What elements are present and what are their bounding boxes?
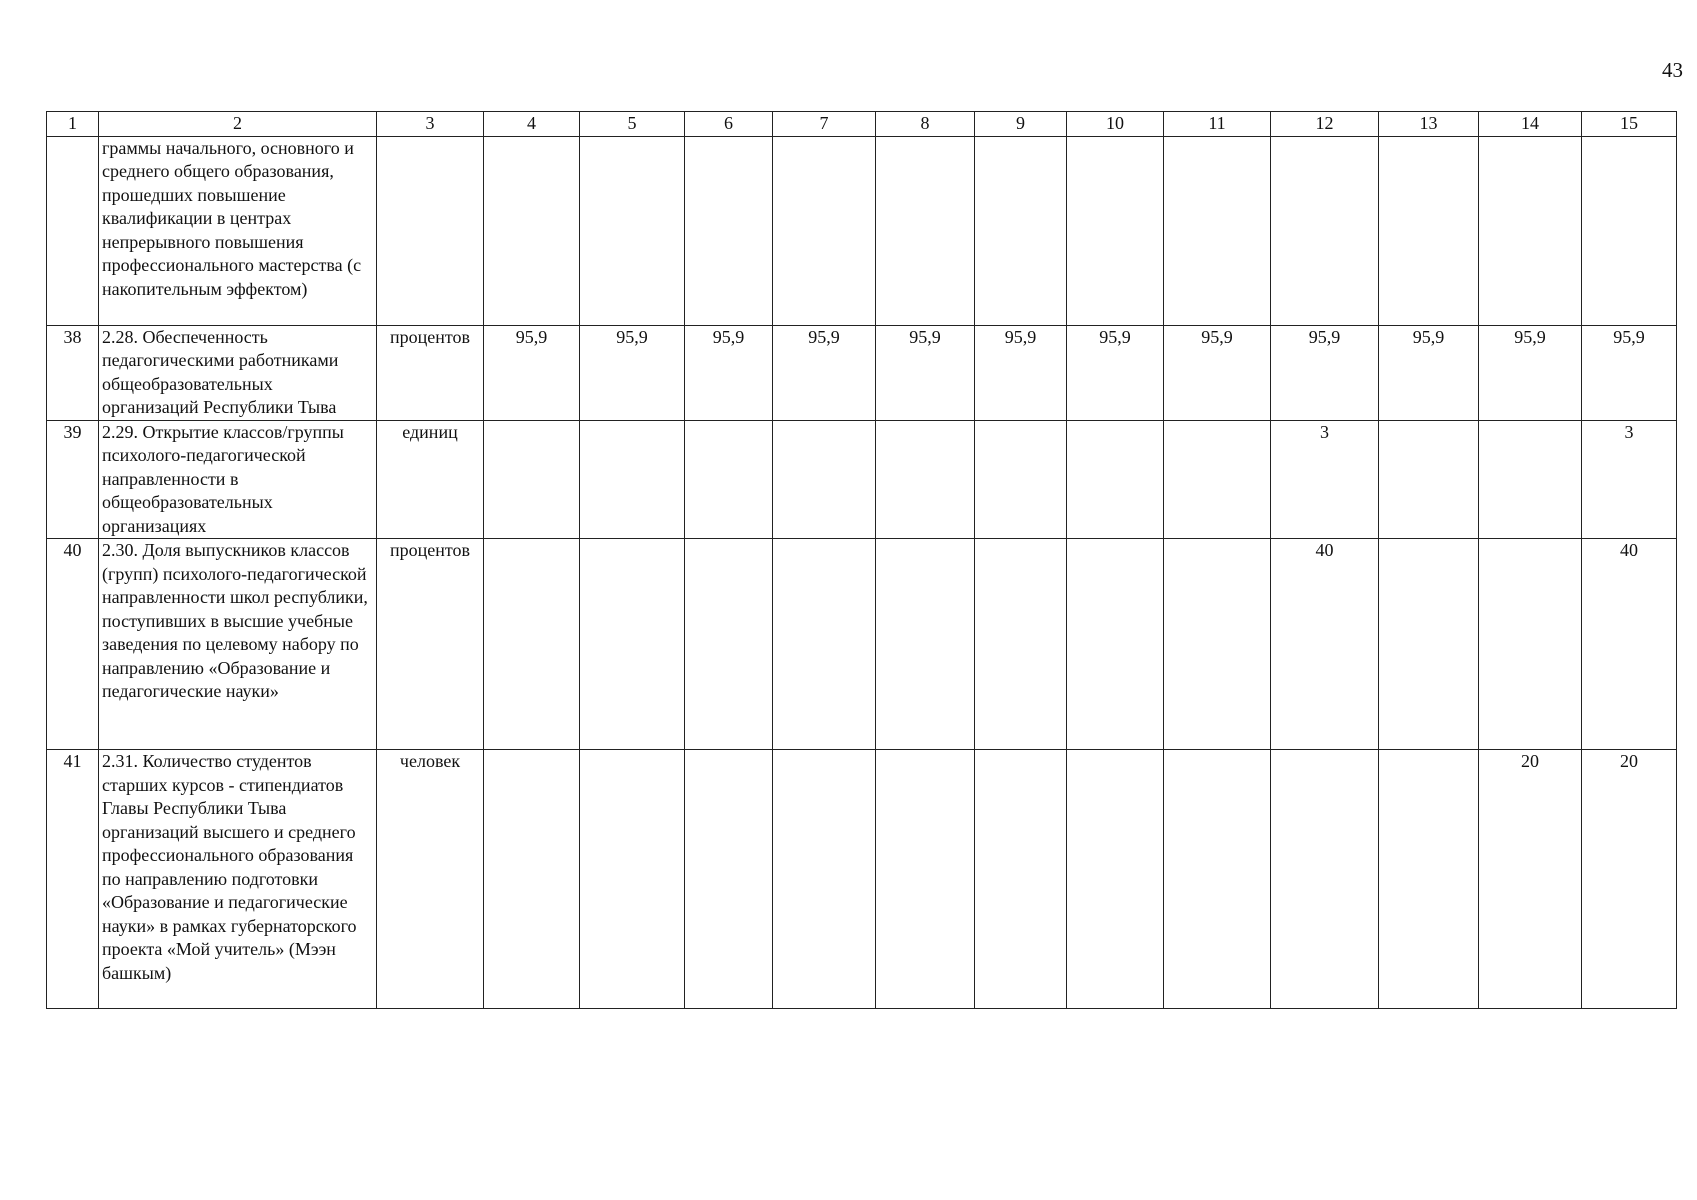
value-cell: [1164, 136, 1271, 325]
value-cell: [1379, 420, 1479, 539]
value-cell: [580, 136, 685, 325]
column-header: 2: [99, 112, 377, 137]
value-cell: [1067, 750, 1164, 1009]
value-cell: [1067, 420, 1164, 539]
value-cell: [1164, 420, 1271, 539]
table-row: [47, 750, 1677, 1009]
value-cell: 95,9: [773, 325, 876, 420]
value-cell: [580, 539, 685, 750]
table-row: [47, 325, 1677, 420]
column-header: 3: [377, 112, 484, 137]
unit-cell: единиц: [377, 420, 484, 539]
value-cell: [1479, 420, 1582, 539]
column-header: 6: [685, 112, 773, 137]
row-number: 38: [47, 325, 99, 420]
indicator-name: 2.28. Обеспеченность педагогическими работниками общеобразовательных организаций Республики Тыва: [99, 325, 377, 420]
value-cell: [876, 539, 975, 750]
column-header: 11: [1164, 112, 1271, 137]
table-row: [47, 136, 1677, 325]
column-header: 4: [484, 112, 580, 137]
row-number: [47, 136, 99, 325]
indicator-name: 2.29. Открытие классов/группы психолого-педагогической направленности в общеобразовательных организациях: [99, 420, 377, 539]
value-cell: [1379, 539, 1479, 750]
value-cell: 20: [1582, 750, 1677, 1009]
indicator-name: граммы начального, основного и среднего общего образования, прошедших повышение квалификации в центрах непрерывного повышения профессионального мастерства (с накопительным эффектом): [99, 136, 377, 325]
value-cell: 20: [1479, 750, 1582, 1009]
value-cell: 3: [1582, 420, 1677, 539]
column-header: 7: [773, 112, 876, 137]
value-cell: 95,9: [876, 325, 975, 420]
value-cell: [1067, 136, 1164, 325]
value-cell: 95,9: [484, 325, 580, 420]
value-cell: [975, 420, 1067, 539]
value-cell: 3: [1271, 420, 1379, 539]
value-cell: [876, 750, 975, 1009]
column-header: 8: [876, 112, 975, 137]
value-cell: [1164, 539, 1271, 750]
value-cell: [484, 539, 580, 750]
value-cell: 95,9: [1067, 325, 1164, 420]
value-cell: 95,9: [1379, 325, 1479, 420]
value-cell: [876, 420, 975, 539]
value-cell: [1379, 750, 1479, 1009]
value-cell: [1067, 539, 1164, 750]
value-cell: 95,9: [580, 325, 685, 420]
column-header: 5: [580, 112, 685, 137]
value-cell: [773, 420, 876, 539]
value-cell: [1479, 136, 1582, 325]
value-cell: [975, 136, 1067, 325]
value-cell: [1582, 136, 1677, 325]
row-number: 40: [47, 539, 99, 750]
indicator-name: 2.31. Количество студентов старших курсов - стипендиатов Главы Республики Тыва организаций высшего и среднего профессионального образования по направлению подготовки «Образование и педагогические науки» в рамках губернаторского проекта «Мой учитель» (Мээн башкым): [99, 750, 377, 1009]
value-cell: [1164, 750, 1271, 1009]
value-cell: [580, 750, 685, 1009]
value-cell: [1479, 539, 1582, 750]
column-header: 13: [1379, 112, 1479, 137]
value-cell: 95,9: [975, 325, 1067, 420]
unit-cell: [377, 136, 484, 325]
value-cell: 95,9: [1271, 325, 1379, 420]
unit-cell: человек: [377, 750, 484, 1009]
value-cell: 40: [1582, 539, 1677, 750]
indicator-table: [46, 111, 1677, 1009]
value-cell: [1379, 136, 1479, 325]
column-header: 9: [975, 112, 1067, 137]
value-cell: 95,9: [1164, 325, 1271, 420]
value-cell: [773, 539, 876, 750]
value-cell: [484, 420, 580, 539]
page-number: 43: [1662, 58, 1683, 82]
value-cell: [773, 750, 876, 1009]
value-cell: [685, 136, 773, 325]
value-cell: 95,9: [1479, 325, 1582, 420]
value-cell: [580, 420, 685, 539]
value-cell: 40: [1271, 539, 1379, 750]
column-header: 12: [1271, 112, 1379, 137]
unit-cell: процентов: [377, 325, 484, 420]
value-cell: [685, 750, 773, 1009]
row-number: 39: [47, 420, 99, 539]
value-cell: [484, 750, 580, 1009]
value-cell: [876, 136, 975, 325]
value-cell: [1271, 136, 1379, 325]
value-cell: 95,9: [1582, 325, 1677, 420]
value-cell: [773, 136, 876, 325]
column-header: 10: [1067, 112, 1164, 137]
table-header-row: [47, 112, 1677, 137]
value-cell: [975, 750, 1067, 1009]
value-cell: [975, 539, 1067, 750]
value-cell: [1271, 750, 1379, 1009]
column-header: 14: [1479, 112, 1582, 137]
table-row: [47, 539, 1677, 750]
value-cell: [685, 420, 773, 539]
value-cell: [685, 539, 773, 750]
column-header: 1: [47, 112, 99, 137]
value-cell: 95,9: [685, 325, 773, 420]
table-row: [47, 420, 1677, 539]
column-header: 15: [1582, 112, 1677, 137]
value-cell: [484, 136, 580, 325]
indicator-name: 2.30. Доля выпускников классов (групп) психолого-педагогической направленности школ республики, поступивших в высшие учебные заведения по целевому набору по направлению «Образование и педагогические науки»: [99, 539, 377, 750]
unit-cell: процентов: [377, 539, 484, 750]
row-number: 41: [47, 750, 99, 1009]
